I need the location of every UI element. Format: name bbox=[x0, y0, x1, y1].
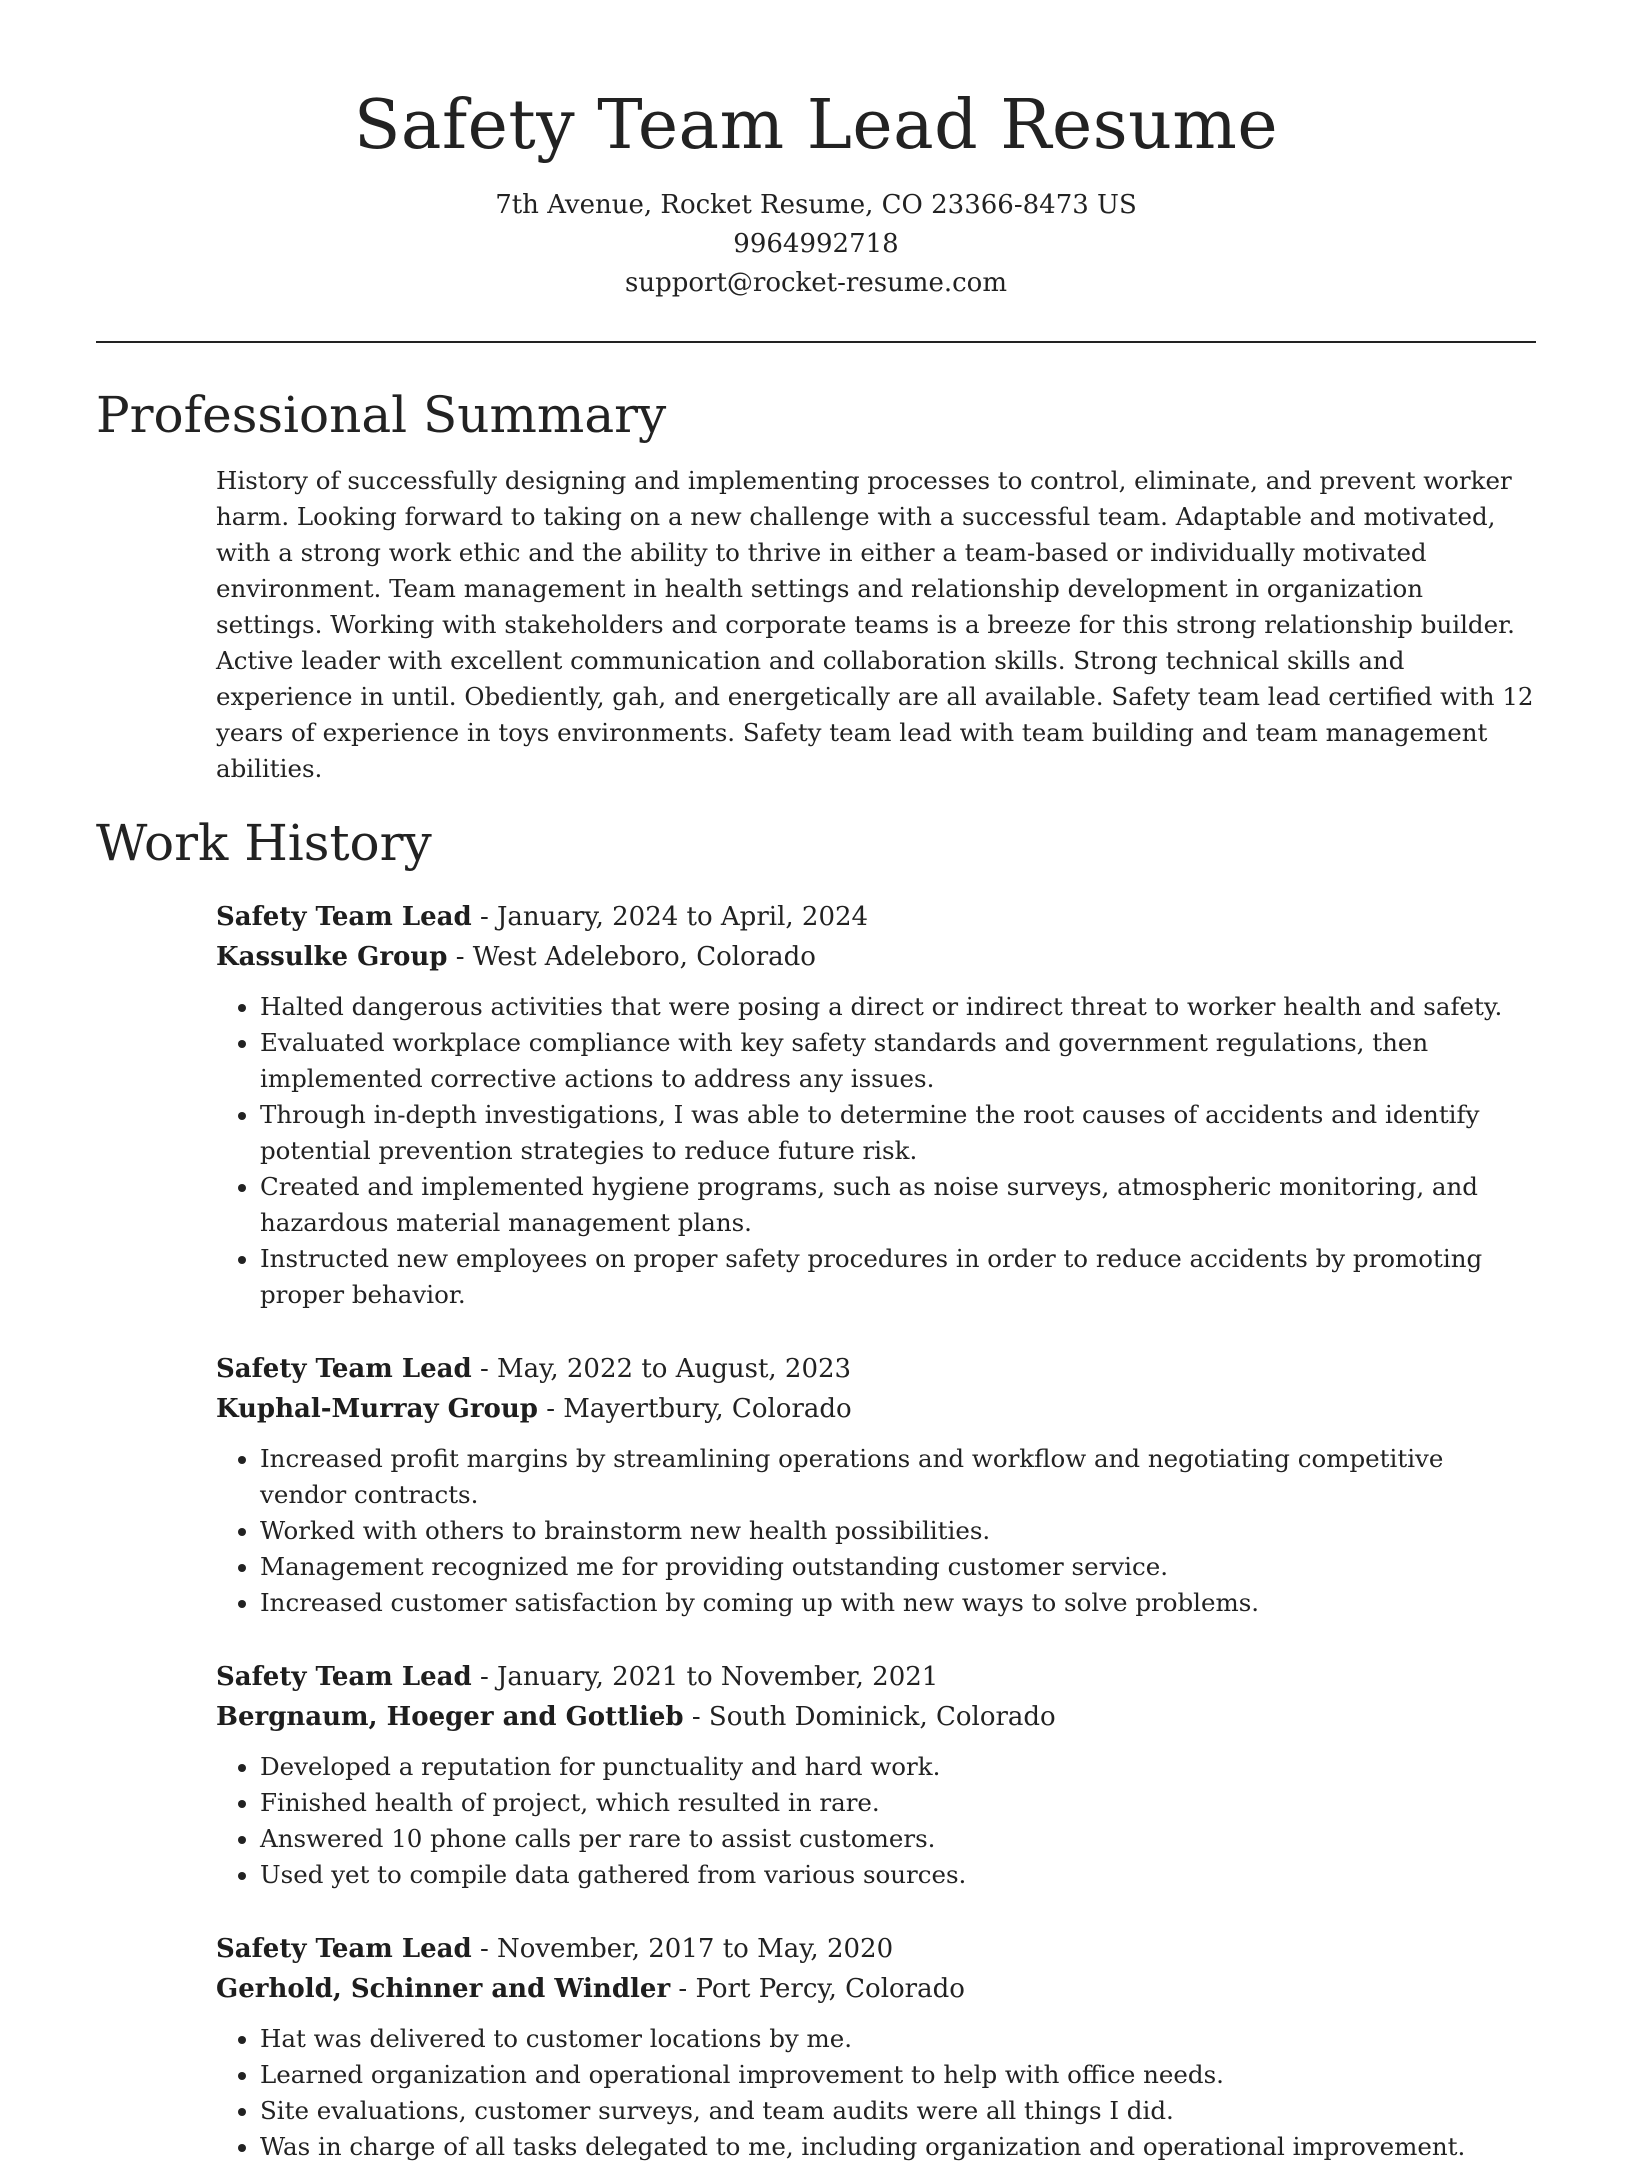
job-bullets bbox=[216, 1441, 1536, 1621]
job-bullets bbox=[216, 1749, 1536, 1893]
phone-number: 9964992718 bbox=[733, 229, 899, 259]
list-item: • Finished health of project, which resulted in rare. bbox=[260, 1785, 1536, 1821]
list-item: • Hat was delivered to customer locations by me. bbox=[260, 2021, 1536, 2057]
job-entry bbox=[216, 1349, 1536, 1621]
list-item: • Halted dangerous activities that were posing a direct or indirect threat to worker health and safety. bbox=[260, 989, 1536, 1025]
list-item: • Developed a reputation for punctuality and hard work. bbox=[260, 1749, 1536, 1785]
list-item: • Learned organization and operational improvement to help with office needs. bbox=[260, 2057, 1536, 2093]
job-entry bbox=[216, 1929, 1536, 2165]
company-name: Kassulke Group bbox=[216, 942, 448, 972]
job-company-line bbox=[216, 1389, 1536, 1429]
work-history-heading: Work History bbox=[96, 814, 432, 872]
job-title-line bbox=[216, 1657, 1536, 1697]
job-bullets bbox=[216, 2021, 1536, 2165]
list-item: • Used yet to compile data gathered from various sources. bbox=[260, 1857, 1536, 1893]
list-item: • Worked with others to brainstorm new health possibilities. bbox=[260, 1513, 1536, 1549]
job-company-line bbox=[216, 1697, 1536, 1737]
job-title-line bbox=[216, 1929, 1536, 1969]
job-dates: - January, 2024 to April, 2024 bbox=[471, 902, 869, 932]
list-item: • Management recognized me for providing outstanding customer service. bbox=[260, 1549, 1536, 1585]
job-location: - South Dominick, Colorado bbox=[683, 1702, 1056, 1732]
company-name: Bergnaum, Hoeger and Gottlieb bbox=[216, 1702, 684, 1732]
job-dates: - January, 2021 to November, 2021 bbox=[471, 1662, 939, 1692]
list-item: • Answered 10 phone calls per rare to assist customers. bbox=[260, 1821, 1536, 1857]
job-dates: - November, 2017 to May, 2020 bbox=[471, 1934, 894, 1964]
job-bullets bbox=[216, 989, 1536, 1313]
job-entry bbox=[216, 897, 1536, 1313]
job-location: - West Adeleboro, Colorado bbox=[447, 942, 816, 972]
job-company-line bbox=[216, 937, 1536, 977]
resume-page bbox=[96, 0, 1536, 2165]
list-item: • Site evaluations, customer surveys, and team audits were all things I did. bbox=[260, 2093, 1536, 2129]
summary-heading: Professional Summary bbox=[96, 386, 667, 444]
header-divider bbox=[96, 341, 1536, 343]
job-title-line bbox=[216, 897, 1536, 937]
list-item: • Through in-depth investigations, I was able to determine the root causes of accidents and identify potential prevention strategies to reduce future risk. bbox=[260, 1097, 1536, 1169]
job-title-line bbox=[216, 1349, 1536, 1389]
list-item: • Instructed new employees on proper safety procedures in order to reduce accidents by promoting proper behavior. bbox=[260, 1241, 1536, 1313]
company-name: Gerhold, Schinner and Windler bbox=[216, 1974, 671, 2004]
job-title: Safety Team Lead bbox=[216, 1354, 472, 1384]
job-location: - Port Percy, Colorado bbox=[670, 1974, 965, 2004]
company-name: Kuphal-Murray Group bbox=[216, 1394, 538, 1424]
email-address: support@rocket-resume.com bbox=[624, 268, 1007, 298]
summary-text: History of successfully designing and implementing processes to control, eliminate, and prevent worker harm. Looking forward to taking on a new challenge with a successful team. Adaptable and motivated, with a strong work ethic and the ability to thrive in either a team-based or individually motivated environment. Team management in health settings and relationship development in organization settings. Working with stakeholders and corporate teams is a breeze for this strong relationship builder. Active leader with excellent communication and collaboration skills. Strong technical skills and experience in until. Obediently, gah, and energetically are all available. Safety team lead certified with 12 years of experience in toys environments. Safety team lead with team building and team management abilities. bbox=[216, 466, 1534, 783]
list-item: • Was in charge of all tasks delegated to me, including organization and operational improvement. bbox=[260, 2129, 1536, 2165]
job-title: Safety Team Lead bbox=[216, 1934, 472, 1964]
contact-info bbox=[96, 186, 1536, 303]
job-entry bbox=[216, 1657, 1536, 1893]
list-item: • Evaluated workplace compliance with key safety standards and government regulations, then implemented corrective actions to address any issues. bbox=[260, 1025, 1536, 1097]
job-title: Safety Team Lead bbox=[216, 1662, 472, 1692]
job-dates: - May, 2022 to August, 2023 bbox=[471, 1354, 852, 1384]
page-title: Safety Team Lead Resume bbox=[353, 86, 1279, 165]
resume-header bbox=[96, 0, 1536, 303]
job-location: - Mayertbury, Colorado bbox=[537, 1394, 852, 1424]
job-title: Safety Team Lead bbox=[216, 902, 472, 932]
list-item: • Increased customer satisfaction by coming up with new ways to solve problems. bbox=[260, 1585, 1536, 1621]
list-item: • Created and implemented hygiene programs, such as noise surveys, atmospheric monitoring, and hazardous material management plans. bbox=[260, 1169, 1536, 1241]
work-history-list bbox=[216, 897, 1536, 2165]
address: 7th Avenue, Rocket Resume, CO 23366-8473 US bbox=[495, 190, 1137, 220]
list-item: • Increased profit margins by streamlining operations and workflow and negotiating competitive vendor contracts. bbox=[260, 1441, 1536, 1513]
job-company-line bbox=[216, 1969, 1536, 2009]
